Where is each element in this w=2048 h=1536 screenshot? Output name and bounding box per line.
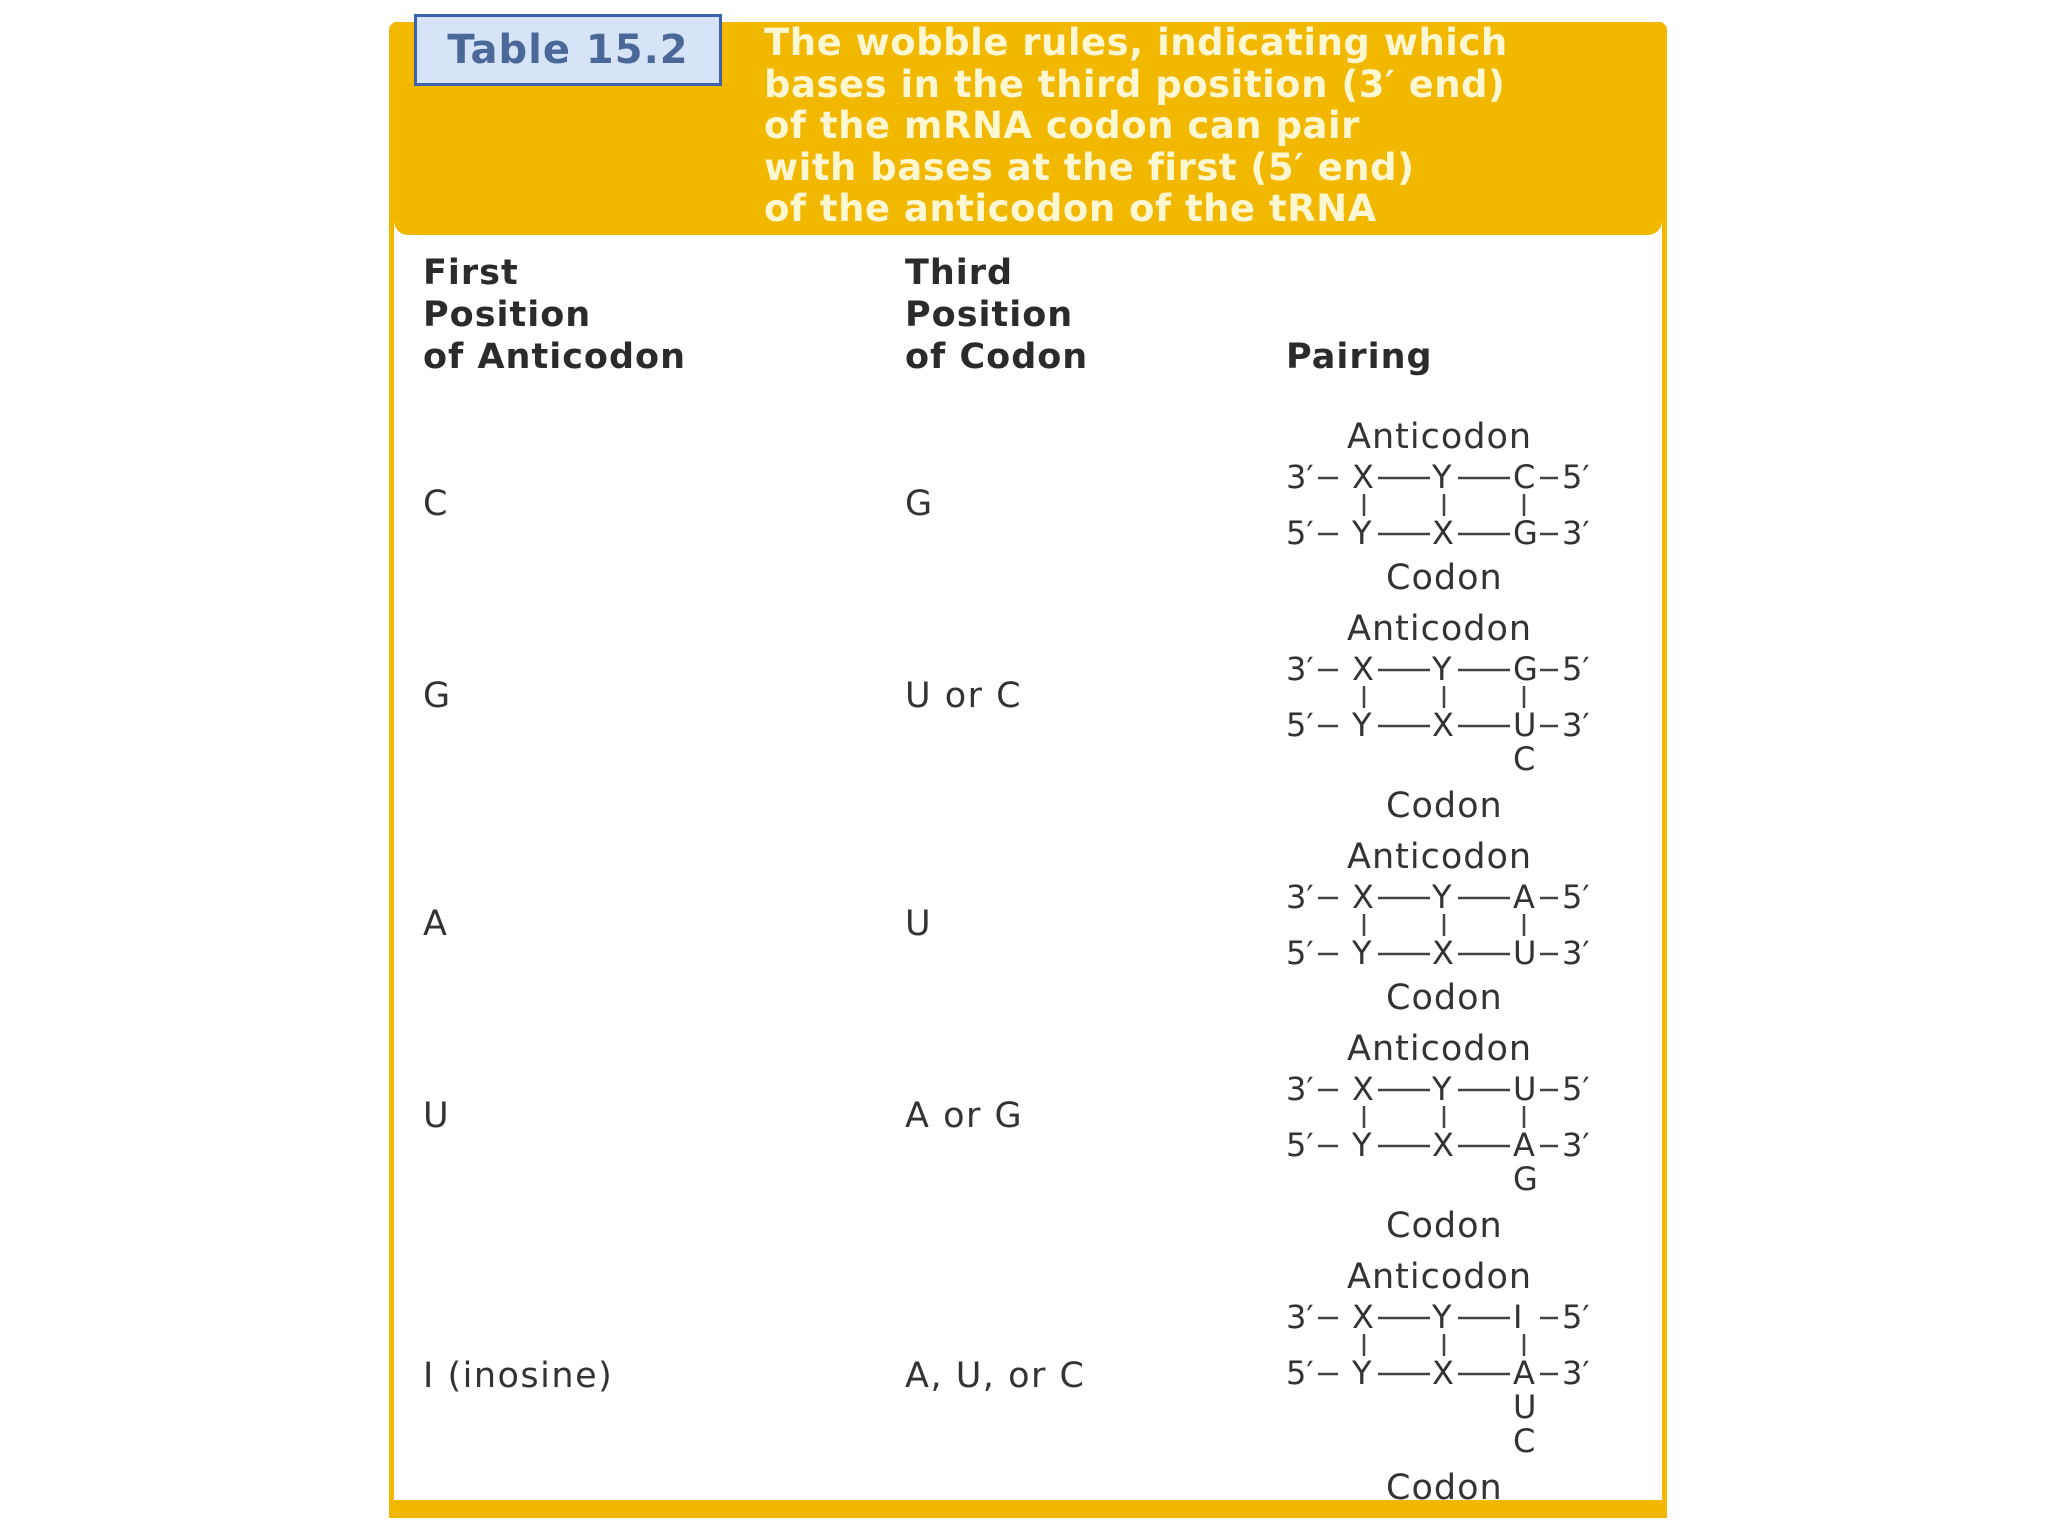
table-caption: The wobble rules, indicating which bases in the third position (3′ end) of the mRNA codon can pair with bases at the first (5′ end) of the anticodon of the tRNA bbox=[764, 21, 1508, 230]
strand-end-label: 3′ bbox=[1286, 1298, 1314, 1336]
codon-base-cell: A or G bbox=[905, 1096, 1024, 1136]
anticodon-label: Anticodon bbox=[1347, 837, 1533, 877]
base-x: X bbox=[1352, 1070, 1374, 1108]
base-x: X bbox=[1432, 514, 1454, 552]
strand-end-label: 5′ bbox=[1562, 458, 1590, 496]
wobble-base-anticodon: C bbox=[1513, 458, 1536, 496]
base-y: Y bbox=[1352, 514, 1372, 552]
codon-base-cell: U bbox=[905, 904, 933, 944]
strand-end-label: 5′ bbox=[1562, 650, 1590, 688]
anticodon-base-cell: A bbox=[423, 904, 449, 944]
base-x: X bbox=[1432, 934, 1454, 972]
wobble-base-anticodon: A bbox=[1513, 878, 1535, 916]
base-y: Y bbox=[1432, 1298, 1452, 1336]
base-x: X bbox=[1352, 1298, 1374, 1336]
codon-base-cell: G bbox=[905, 484, 934, 524]
alternative-codon-base: U bbox=[1513, 1388, 1537, 1426]
anticodon-label: Anticodon bbox=[1347, 609, 1533, 649]
column-header-third-position: Third Position of Codon bbox=[905, 253, 1089, 377]
wobble-base-codon: U bbox=[1513, 706, 1537, 744]
codon-base-cell: A, U, or C bbox=[905, 1356, 1086, 1396]
wobble-base-codon: A bbox=[1513, 1354, 1535, 1392]
strand-end-label: 3′ bbox=[1286, 650, 1314, 688]
alternative-codon-base: G bbox=[1513, 1160, 1538, 1198]
base-x: X bbox=[1352, 878, 1374, 916]
strand-end-label: 5′ bbox=[1286, 514, 1314, 552]
base-y: Y bbox=[1352, 1126, 1372, 1164]
base-x: X bbox=[1352, 650, 1374, 688]
strand-end-label: 5′ bbox=[1562, 1070, 1590, 1108]
base-x: X bbox=[1352, 458, 1374, 496]
codon-label: Codon bbox=[1386, 1206, 1503, 1246]
pairing-diagram bbox=[1284, 1070, 1634, 1206]
codon-label: Codon bbox=[1386, 786, 1503, 826]
anticodon-label: Anticodon bbox=[1347, 1029, 1533, 1069]
base-y: Y bbox=[1432, 878, 1452, 916]
wobble-rules-table bbox=[389, 22, 1667, 1518]
strand-end-label: 3′ bbox=[1286, 878, 1314, 916]
column-header-first-position: First Position of Anticodon bbox=[423, 253, 686, 377]
strand-end-label: 3′ bbox=[1562, 934, 1590, 972]
strand-end-label: 5′ bbox=[1286, 1126, 1314, 1164]
base-x: X bbox=[1432, 1126, 1454, 1164]
wobble-base-codon: A bbox=[1513, 1126, 1535, 1164]
wobble-base-anticodon: I bbox=[1513, 1298, 1523, 1336]
base-y: Y bbox=[1352, 1354, 1372, 1392]
strand-end-label: 5′ bbox=[1562, 1298, 1590, 1336]
strand-end-label: 3′ bbox=[1562, 706, 1590, 744]
base-y: Y bbox=[1432, 458, 1452, 496]
codon-label: Codon bbox=[1386, 558, 1503, 598]
strand-end-label: 3′ bbox=[1562, 514, 1590, 552]
pairing-diagram bbox=[1284, 650, 1634, 786]
codon-base-cell: U or C bbox=[905, 676, 1023, 716]
wobble-base-anticodon: U bbox=[1513, 1070, 1537, 1108]
pairing-diagram bbox=[1284, 878, 1634, 978]
alternative-codon-base: C bbox=[1513, 1422, 1536, 1460]
wobble-base-codon: U bbox=[1513, 934, 1537, 972]
wobble-base-codon: G bbox=[1513, 514, 1538, 552]
anticodon-label: Anticodon bbox=[1347, 417, 1533, 457]
strand-end-label: 3′ bbox=[1562, 1354, 1590, 1392]
column-header-pairing: Pairing bbox=[1286, 337, 1433, 377]
strand-end-label: 5′ bbox=[1562, 878, 1590, 916]
strand-end-label: 3′ bbox=[1562, 1126, 1590, 1164]
anticodon-base-cell: I (inosine) bbox=[423, 1356, 614, 1396]
wobble-base-anticodon: G bbox=[1513, 650, 1538, 688]
base-y: Y bbox=[1432, 1070, 1452, 1108]
base-x: X bbox=[1432, 1354, 1454, 1392]
strand-end-label: 5′ bbox=[1286, 934, 1314, 972]
pairing-diagram bbox=[1284, 1298, 1634, 1470]
alternative-codon-base: C bbox=[1513, 740, 1536, 778]
base-y: Y bbox=[1432, 650, 1452, 688]
codon-label: Codon bbox=[1386, 978, 1503, 1018]
codon-label: Codon bbox=[1386, 1468, 1503, 1508]
anticodon-base-cell: C bbox=[423, 484, 449, 524]
anticodon-label: Anticodon bbox=[1347, 1257, 1533, 1297]
base-y: Y bbox=[1352, 706, 1372, 744]
pairing-diagram bbox=[1284, 458, 1634, 558]
strand-end-label: 3′ bbox=[1286, 458, 1314, 496]
table-header bbox=[394, 22, 1662, 235]
strand-end-label: 5′ bbox=[1286, 706, 1314, 744]
base-y: Y bbox=[1352, 934, 1372, 972]
table-number-label: Table 15.2 bbox=[414, 14, 722, 86]
anticodon-base-cell: G bbox=[423, 676, 452, 716]
strand-end-label: 5′ bbox=[1286, 1354, 1314, 1392]
anticodon-base-cell: U bbox=[423, 1096, 451, 1136]
base-x: X bbox=[1432, 706, 1454, 744]
strand-end-label: 3′ bbox=[1286, 1070, 1314, 1108]
